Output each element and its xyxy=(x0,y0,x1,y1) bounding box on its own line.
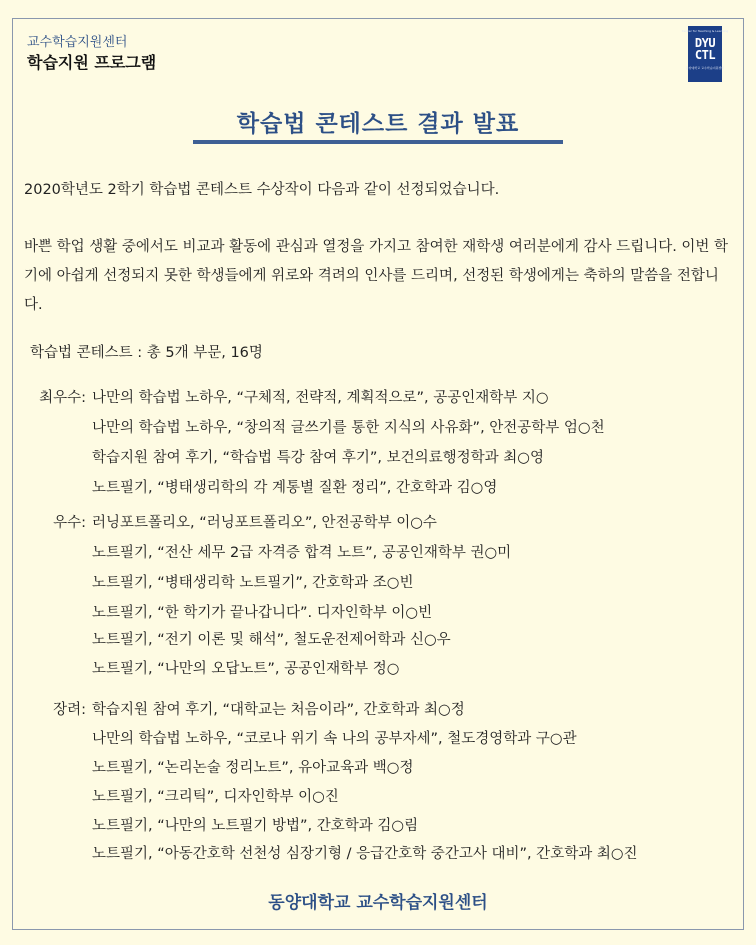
page-title: 학습법 콘테스트 결과 발표 xyxy=(236,111,520,137)
award-entry: 노트필기, “병태생리학 노트필기”, 간호학과 조○빈 xyxy=(92,575,414,591)
logo-top-text: Center for Teaching & Learning xyxy=(681,29,729,33)
award-entry: 노트필기, “나만의 노트필기 방법”, 간호학과 김○림 xyxy=(92,818,419,834)
title-underline xyxy=(193,140,563,144)
award-entry: 노트필기, “한 학기가 끝나갑니다”. 디자인학부 이○빈 xyxy=(92,605,433,621)
message-text: 바쁜 학업 생활 중에서도 비교과 활동에 관심과 열정을 가지고 참여한 재학생 여러분에게 감사 드립니다. 이번 학기에 아쉽게 선정되지 못한 학생들에게 위로와 격려의 인사를 드리며, 선정된 학생에게는 축하의 말씀을 전합니다. xyxy=(24,239,729,313)
award-label-excellence: 우수: xyxy=(53,515,86,531)
logo-line1: DYU xyxy=(694,36,716,50)
award-entry: 노트필기, “크리틱”, 디자인학부 이○진 xyxy=(92,789,339,805)
award-entry: 노트필기, “아동간호학 선천성 심장기형 / 응급간호학 중간고사 대비”, 간호학과 최○진 xyxy=(92,846,638,862)
award-entry: 노트필기, “논리논술 정리노트”, 유아교육과 백○정 xyxy=(92,760,414,776)
logo-bottom-text: 동양대학교 교수학습지원센터 xyxy=(685,66,725,70)
award-entry: 학습지원 참여 후기, “대학교는 처음이라”, 간호학과 최○정 xyxy=(92,702,465,718)
award-entry: 나만의 학습법 노하우, “코로나 위기 속 나의 공부자세”, 철도경영학과 구○관 xyxy=(92,731,577,747)
award-entry: 나만의 학습법 노하우, “구체적, 전략적, 계획적으로”, 공공인재학부 지○ xyxy=(92,390,549,406)
award-entry: 노트필기, “전기 이론 및 해석”, 철도운전제어학과 신○우 xyxy=(92,632,451,648)
award-entry: 나만의 학습법 노하우, “창의적 글쓰기를 통한 지식의 사유화”, 안전공학부 엄○천 xyxy=(92,420,605,436)
award-entry: 학습지원 참여 후기, “학습법 특강 참여 후기”, 보건의료행정학과 최○영 xyxy=(92,450,544,466)
header-subtitle: 교수학습지원센터 xyxy=(27,35,128,50)
header-title: 학습지원 프로그램 xyxy=(27,53,157,72)
award-label-grand: 최우수: xyxy=(39,390,86,406)
footer-org: 동양대학교 교수학습지원센터 xyxy=(268,893,488,913)
award-entry: 러닝포트폴리오, “러닝포트폴리오”, 안전공학부 이○수 xyxy=(92,515,437,531)
dyu-ctl-logo xyxy=(681,26,729,82)
logo-line2: CTL xyxy=(694,48,716,62)
award-label-encouragement: 장려: xyxy=(53,702,86,718)
award-entry: 노트필기, “전산 세무 2급 자격증 합격 노트”, 공공인재학부 권○미 xyxy=(92,545,512,561)
contest-summary: 학습법 콘테스트 : 총 5개 부문, 16명 xyxy=(30,345,263,361)
award-entry: 노트필기, “나만의 오답노트”, 공공인재학부 정○ xyxy=(92,661,400,677)
intro-text: 2020학년도 2학기 학습법 콘테스트 수상작이 다음과 같이 선정되었습니다. xyxy=(24,182,500,198)
award-entry: 노트필기, “병태생리학의 각 계통별 질환 정리”, 간호학과 김○영 xyxy=(92,480,498,496)
